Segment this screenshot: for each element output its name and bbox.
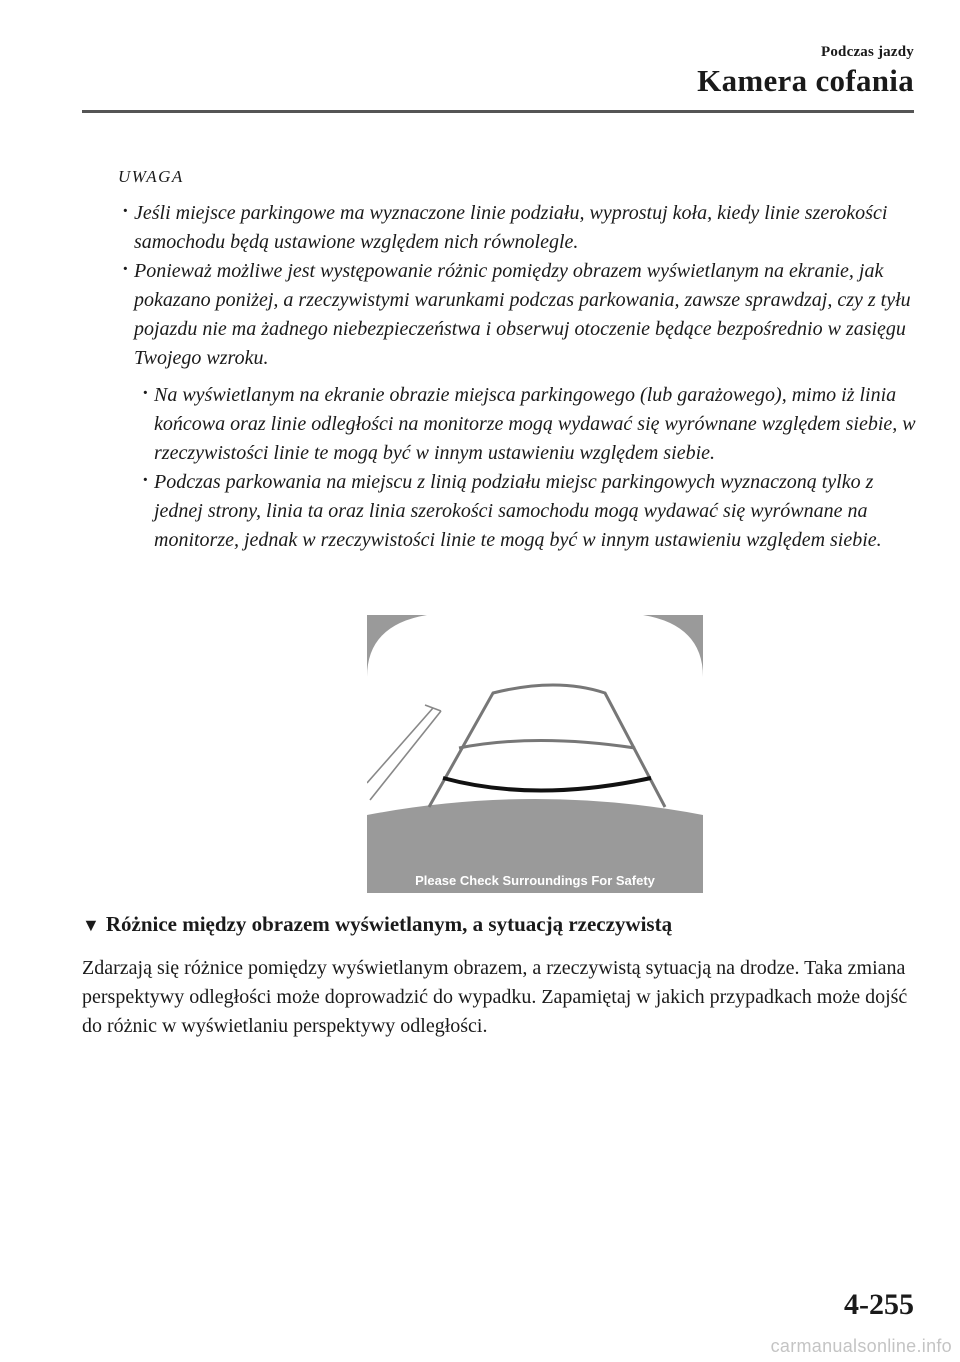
triangle-bullet-icon: ▼ [82,915,100,935]
note-sub-bullet: · Podczas parkowania na miejscu z linią podziału miejsc parkingowych wyznaczoną tylko z jednej strony, linia ta oraz linia szerokości samochodu mogą wydawać się wyrównane na monitorze, jednak w rzeczywistości linie te mogą być w innym ustawieniu względem siebie. [138,468,918,555]
rear-camera-illustration [367,615,703,893]
section-heading-text: Różnice między obrazem wyświetlanym, a sytuacją rzeczywistą [105,912,673,936]
note-bullet: · Ponieważ możliwe jest występowanie różnic pomiędzy obrazem wyświetlanym na ekranie, jak pokazano poniżej, a rzeczywistymi warunkami podczas parkowania, zawsze sprawdzaj, czy z tyłu pojazdu nie ma żadnego niebezpieczeństwa i obserwuj otoczenie będące bezpośrednio w zasięgu Twojego wzroku. [118,257,918,373]
note-block [118,162,918,555]
section-body: Zdarzają się różnice pomiędzy wyświetlanym obrazem, a rzeczywistą sytuacją na drodze. Taka zmiana perspektywy odległości może doprowadzić do wypadku. Zapamiętaj w jakich przypadkach może dojść do różnic w wyświetlaniu perspektywy odległości. [82,957,908,1037]
page-header [697,44,914,99]
header-section-label: Podczas jazdy [820,44,914,60]
header-divider [82,110,914,113]
note-sub-bullets [138,381,918,555]
page-title: Kamera cofania [697,63,914,98]
page-number: 4-255 [844,1288,914,1321]
section-heading [82,912,672,937]
camera-safety-caption: Please Check Surroundings For Safety [415,873,655,888]
watermark-text: carmanualsonline.info [770,1336,952,1356]
note-bullet: · Jeśli miejsce parkingowe ma wyznaczone linie podziału, wyprostuj koła, kiedy linie szerokości samochodu będą ustawione względem nich równolegle. [118,199,918,257]
note-sub-bullet: · Na wyświetlanym na ekranie obrazie miejsca parkingowego (lub garażowego), mimo iż linia końcowa oraz linie odległości na monitorze mogą wydawać się wyrównane względem siebie, w rzeczywistości linie te mogą być w innym ustawieniu względem siebie. [138,381,918,468]
note-title: UWAGA [118,167,184,186]
